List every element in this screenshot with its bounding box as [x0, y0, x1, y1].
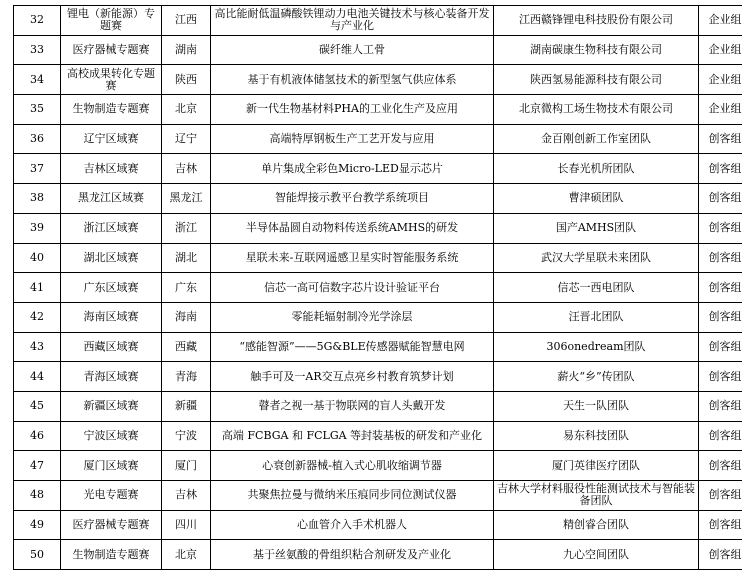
cell-group: 创客组: [699, 362, 742, 392]
cell-number: 39: [14, 213, 61, 243]
cell-group: 创客组: [699, 391, 742, 421]
cell-track: 海南区域赛: [61, 302, 162, 332]
cell-number: 45: [14, 391, 61, 421]
table-row: [14, 124, 742, 154]
cell-project: 基于有机液体储氢技术的新型氢气供应体系: [211, 65, 494, 95]
cell-track: 锂电（新能源）专题赛: [61, 6, 162, 36]
cell-unit: 陕西氢易能源科技有限公司: [494, 65, 699, 95]
cell-number: 35: [14, 95, 61, 125]
table-row: [14, 154, 742, 184]
cell-province: 北京: [162, 95, 211, 125]
cell-project: 高端特厚钢板生产工艺开发与应用: [211, 124, 494, 154]
table-row: [14, 65, 742, 95]
cell-unit: 武汉大学星联未来团队: [494, 243, 699, 273]
cell-track: 医疗器械专题赛: [61, 35, 162, 65]
cell-number: 32: [14, 6, 61, 36]
cell-group: 创客组: [699, 421, 742, 451]
cell-track: 广东区域赛: [61, 273, 162, 303]
cell-group: 创客组: [699, 510, 742, 540]
cell-province: 浙江: [162, 213, 211, 243]
table-row: [14, 332, 742, 362]
cell-track: 吉林区域赛: [61, 154, 162, 184]
cell-group: 创客组: [699, 481, 742, 511]
cell-province: 辽宁: [162, 124, 211, 154]
cell-number: 34: [14, 65, 61, 95]
cell-group: 企业组: [699, 35, 742, 65]
cell-unit: 吉林大学材料服役性能测试技术与智能装备团队: [494, 481, 699, 511]
cell-project: 新一代生物基材料PHA的工业化生产及应用: [211, 95, 494, 125]
cell-unit: 汪晋北团队: [494, 302, 699, 332]
cell-group: 企业组: [699, 65, 742, 95]
table-row: [14, 540, 742, 570]
cell-number: 44: [14, 362, 61, 392]
cell-number: 41: [14, 273, 61, 303]
cell-province: 西藏: [162, 332, 211, 362]
cell-province: 青海: [162, 362, 211, 392]
cell-unit: 曹津硕团队: [494, 184, 699, 214]
cell-unit: 长春光机所团队: [494, 154, 699, 184]
cell-group: 创客组: [699, 154, 742, 184]
cell-track: 医疗器械专题赛: [61, 510, 162, 540]
cell-unit: 金百刚创新工作室团队: [494, 124, 699, 154]
cell-track: 宁波区域赛: [61, 421, 162, 451]
cell-project: 零能耗辐射制冷光学涂层: [211, 302, 494, 332]
table-row: [14, 273, 742, 303]
cell-number: 48: [14, 481, 61, 511]
cell-number: 47: [14, 451, 61, 481]
cell-number: 42: [14, 302, 61, 332]
cell-track: 高校成果转化专题赛: [61, 65, 162, 95]
cell-track: 湖北区域赛: [61, 243, 162, 273]
cell-group: 创客组: [699, 273, 742, 303]
cell-province: 海南: [162, 302, 211, 332]
cell-number: 43: [14, 332, 61, 362]
cell-project: 单片集成全彩色Micro-LED显示芯片: [211, 154, 494, 184]
cell-project: 心血管介入手术机器人: [211, 510, 494, 540]
cell-group: 创客组: [699, 451, 742, 481]
cell-number: 37: [14, 154, 61, 184]
table-row: [14, 302, 742, 332]
cell-track: 光电专题赛: [61, 481, 162, 511]
cell-track: 西藏区域赛: [61, 332, 162, 362]
cell-project: 触手可及一AR交互点亮乡村教育筑梦计划: [211, 362, 494, 392]
cell-number: 49: [14, 510, 61, 540]
cell-group: 企业组: [699, 6, 742, 36]
cell-unit: 易东科技团队: [494, 421, 699, 451]
cell-group: 创客组: [699, 302, 742, 332]
cell-number: 36: [14, 124, 61, 154]
cell-project: 共聚焦拉曼与微纳米压痕同步同位测试仪器: [211, 481, 494, 511]
cell-province: 江西: [162, 6, 211, 36]
cell-province: 湖北: [162, 243, 211, 273]
cell-province: 厦门: [162, 451, 211, 481]
cell-project: 半导体晶圆自动物料传送系统AMHS的研发: [211, 213, 494, 243]
cell-project: 瞽者之视一基于物联网的盲人头戴开发: [211, 391, 494, 421]
cell-unit: 北京微构工场生物技术有限公司: [494, 95, 699, 125]
cell-unit: 信芯一西电团队: [494, 273, 699, 303]
cell-province: 黑龙江: [162, 184, 211, 214]
table-row: [14, 213, 742, 243]
cell-province: 吉林: [162, 481, 211, 511]
cell-unit: 江西赣锋锂电科技股份有限公司: [494, 6, 699, 36]
cell-track: 生物制造专题赛: [61, 540, 162, 570]
cell-track: 新疆区域赛: [61, 391, 162, 421]
table-row: [14, 481, 742, 511]
table-row: [14, 451, 742, 481]
cell-group: 创客组: [699, 124, 742, 154]
cell-province: 四川: [162, 510, 211, 540]
cell-project: 高端 FCBGA 和 FCLGA 等封装基板的研发和产业化: [211, 421, 494, 451]
cell-unit: 306onedream团队: [494, 332, 699, 362]
cell-unit: 湖南碳康生物科技有限公司: [494, 35, 699, 65]
cell-track: 辽宁区域赛: [61, 124, 162, 154]
results-table: [13, 5, 742, 570]
cell-number: 46: [14, 421, 61, 451]
cell-province: 湖南: [162, 35, 211, 65]
cell-number: 38: [14, 184, 61, 214]
table-row: [14, 95, 742, 125]
cell-project: 高比能耐低温磷酸铁锂动力电池关键技术与核心装备开发与产业化: [211, 6, 494, 36]
cell-number: 40: [14, 243, 61, 273]
table-row: [14, 421, 742, 451]
cell-unit: 天生一队团队: [494, 391, 699, 421]
cell-province: 北京: [162, 540, 211, 570]
cell-province: 广东: [162, 273, 211, 303]
cell-group: 创客组: [699, 243, 742, 273]
cell-province: 宁波: [162, 421, 211, 451]
cell-project: 基于丝氨酸的骨组织粘合剂研发及产业化: [211, 540, 494, 570]
table-row: [14, 184, 742, 214]
cell-project: 智能焊接示教平台教学系统项目: [211, 184, 494, 214]
cell-group: 创客组: [699, 540, 742, 570]
cell-track: 生物制造专题赛: [61, 95, 162, 125]
table-row: [14, 510, 742, 540]
cell-province: 陕西: [162, 65, 211, 95]
cell-track: 浙江区域赛: [61, 213, 162, 243]
cell-number: 33: [14, 35, 61, 65]
table-body: [14, 6, 742, 570]
cell-number: 50: [14, 540, 61, 570]
cell-track: 青海区域赛: [61, 362, 162, 392]
cell-track: 厦门区域赛: [61, 451, 162, 481]
cell-project: “感能智源”——5G&BLE传感器赋能智慧电网: [211, 332, 494, 362]
cell-unit: 薪火“乡”传团队: [494, 362, 699, 392]
table-row: [14, 243, 742, 273]
cell-province: 新疆: [162, 391, 211, 421]
table-row: [14, 6, 742, 36]
cell-group: 创客组: [699, 332, 742, 362]
cell-track: 黑龙江区域赛: [61, 184, 162, 214]
cell-project: 碳纤维人工骨: [211, 35, 494, 65]
cell-unit: 厦门英律医疗团队: [494, 451, 699, 481]
table-row: [14, 391, 742, 421]
cell-unit: 精创睿合团队: [494, 510, 699, 540]
cell-group: 创客组: [699, 213, 742, 243]
cell-project: 心衰创新器械-植入式心肌收缩调节器: [211, 451, 494, 481]
table-row: [14, 35, 742, 65]
table-row: [14, 362, 742, 392]
cell-province: 吉林: [162, 154, 211, 184]
cell-group: 企业组: [699, 95, 742, 125]
cell-group: 创客组: [699, 184, 742, 214]
cell-project: 信芯一高可信数字芯片设计验证平台: [211, 273, 494, 303]
cell-unit: 九心空间团队: [494, 540, 699, 570]
cell-unit: 国产AMHS团队: [494, 213, 699, 243]
cell-project: 星联未来-互联网遥感卫星实时智能服务系统: [211, 243, 494, 273]
